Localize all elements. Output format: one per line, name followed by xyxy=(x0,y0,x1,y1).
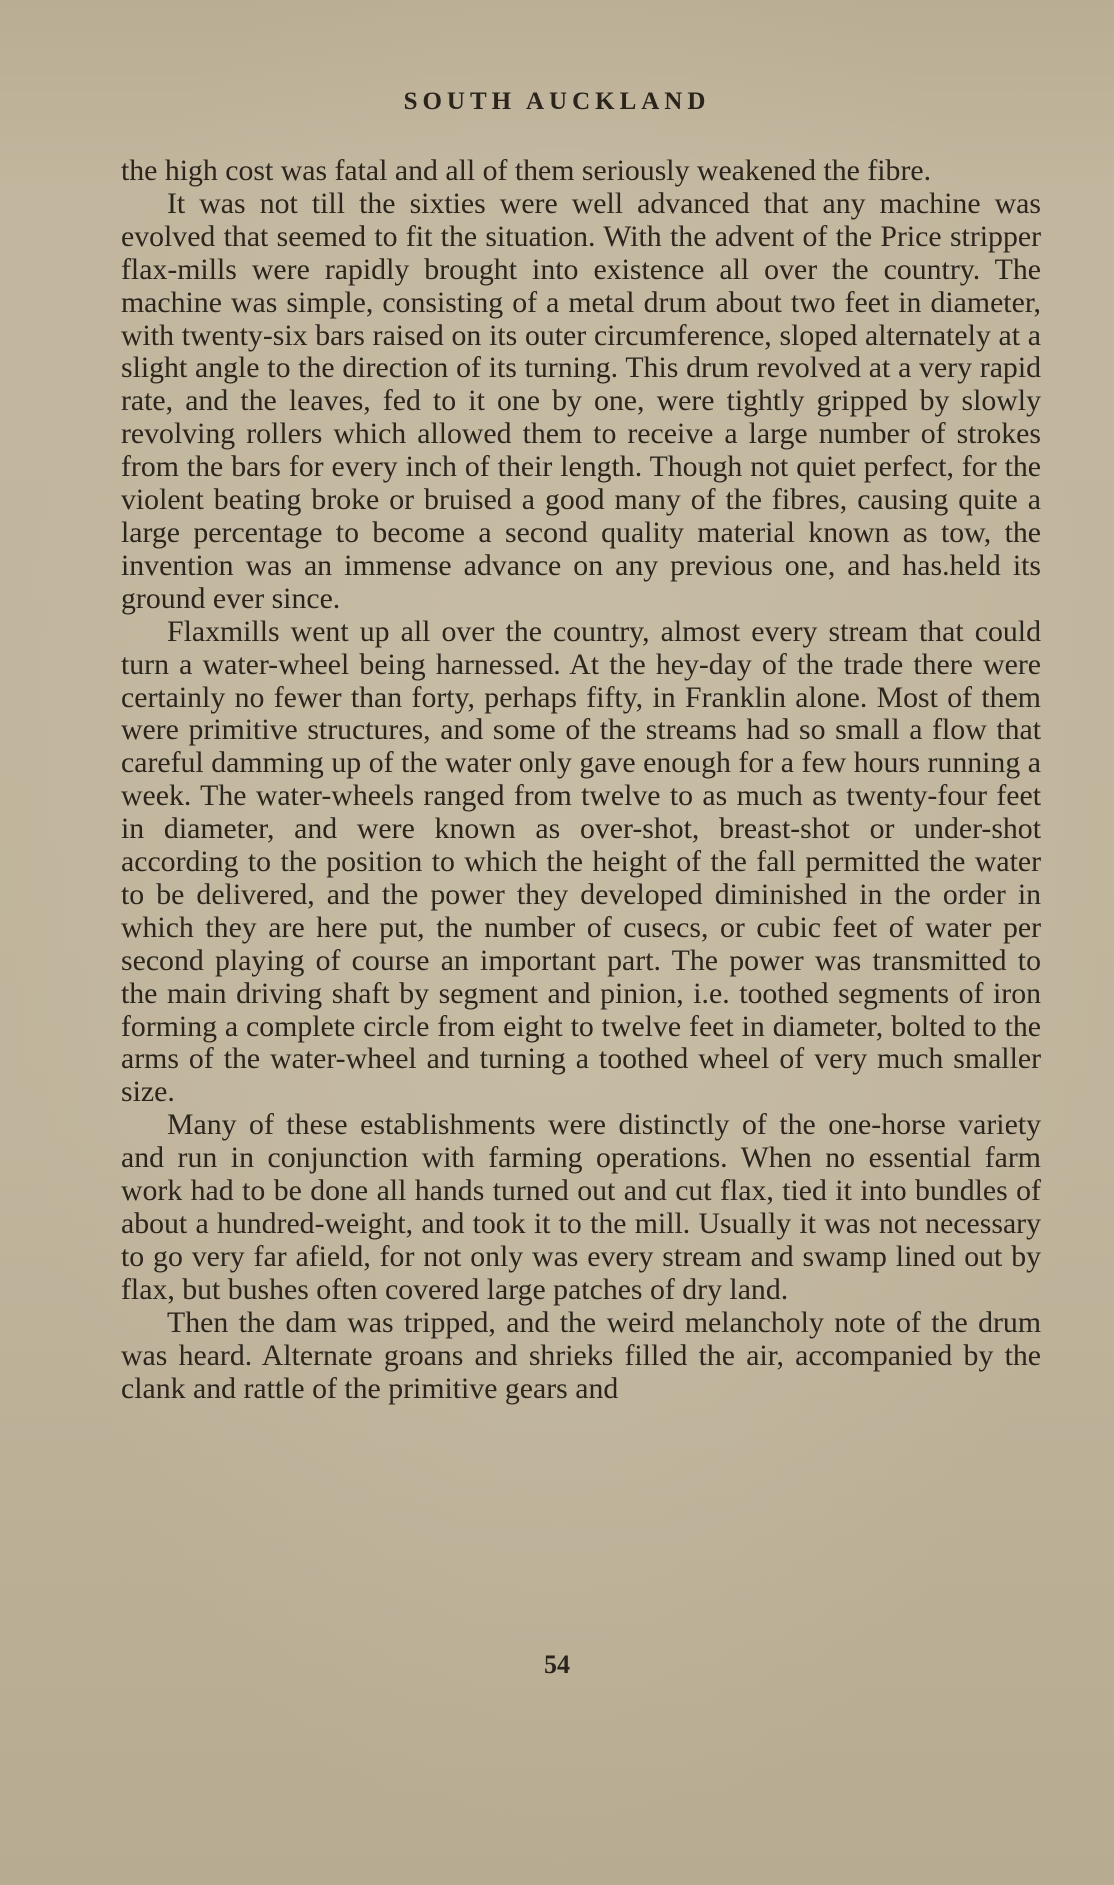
paragraph: Many of these establishments were distinctly of the one-horse variety and run in conjunction with farming operations. When no essential farm work had to be done all hands turned out and cut flax, tied it into bundles of about a hundred-weight, and took it to the mill. Usually it was not necessary to go very far afield, for not only was every stream and swamp lined out by flax, but bushes often covered large patches of dry land. xyxy=(121,1108,1041,1306)
paragraph-continuation: the high cost was fatal and all of them seriously weakened the fibre. xyxy=(121,154,932,187)
paragraph: It was not till the sixties were well advanced that any machine was evolved that seemed to fit the situation. With the advent of the Price stripper flax-mills were rapidly brought into existence all over the country. The machine was simple, consisting of a metal drum about two feet in diameter, with twenty-six bars raised on its outer circumference, sloped alternately at a slight angle to the direction of its turning. This drum revolved at a very rapid rate, and the leaves, fed to it one by one, were tightly gripped by slowly revolving rollers which allowed them to receive a large number of strokes from the bars for every inch of their length. Though not quiet perfect, for the violent beating broke or bruised a good many of the fibres, causing quite a large percentage to become a second quality material known as tow, the invention was an immense advance on any previous one, and has.held its ground ever since. xyxy=(121,186,1041,615)
body-text xyxy=(121,155,1041,1405)
running-head: SOUTH AUCKLAND xyxy=(403,88,711,115)
paragraph: Then the dam was tripped, and the weird melancholy note of the drum was heard. Alternate groans and shrieks filled the air, accompanied by the clank and rattle of the primitive gears and xyxy=(121,1305,1041,1405)
page-number: 54 xyxy=(544,1650,570,1679)
paragraph: Flaxmills went up all over the country, almost every stream that could turn a water-wheel being harnessed. At the hey-day of the trade there were certainly no fewer than forty, perhaps fifty, in Franklin alone. Most of them were primitive structures, and some of the streams had so small a flow that careful damming up of the water only gave enough for a few hours running a week. The water-wheels ranged from twelve to as much as twenty-four feet in diameter, and were known as over-shot, breast-shot or under-shot according to the position to which the height of the fall permitted the water to be delivered, and the power they developed diminished in the order in which they are here put, the number of cusecs, or cubic feet of water per second playing of course an important part. The power was transmitted to the main driving shaft by segment and pinion, i.e. toothed segments of iron forming a complete circle from eight to twelve feet in diameter, bolted to the arms of the water-wheel and turning a toothed wheel of very much smaller size. xyxy=(121,614,1041,1109)
